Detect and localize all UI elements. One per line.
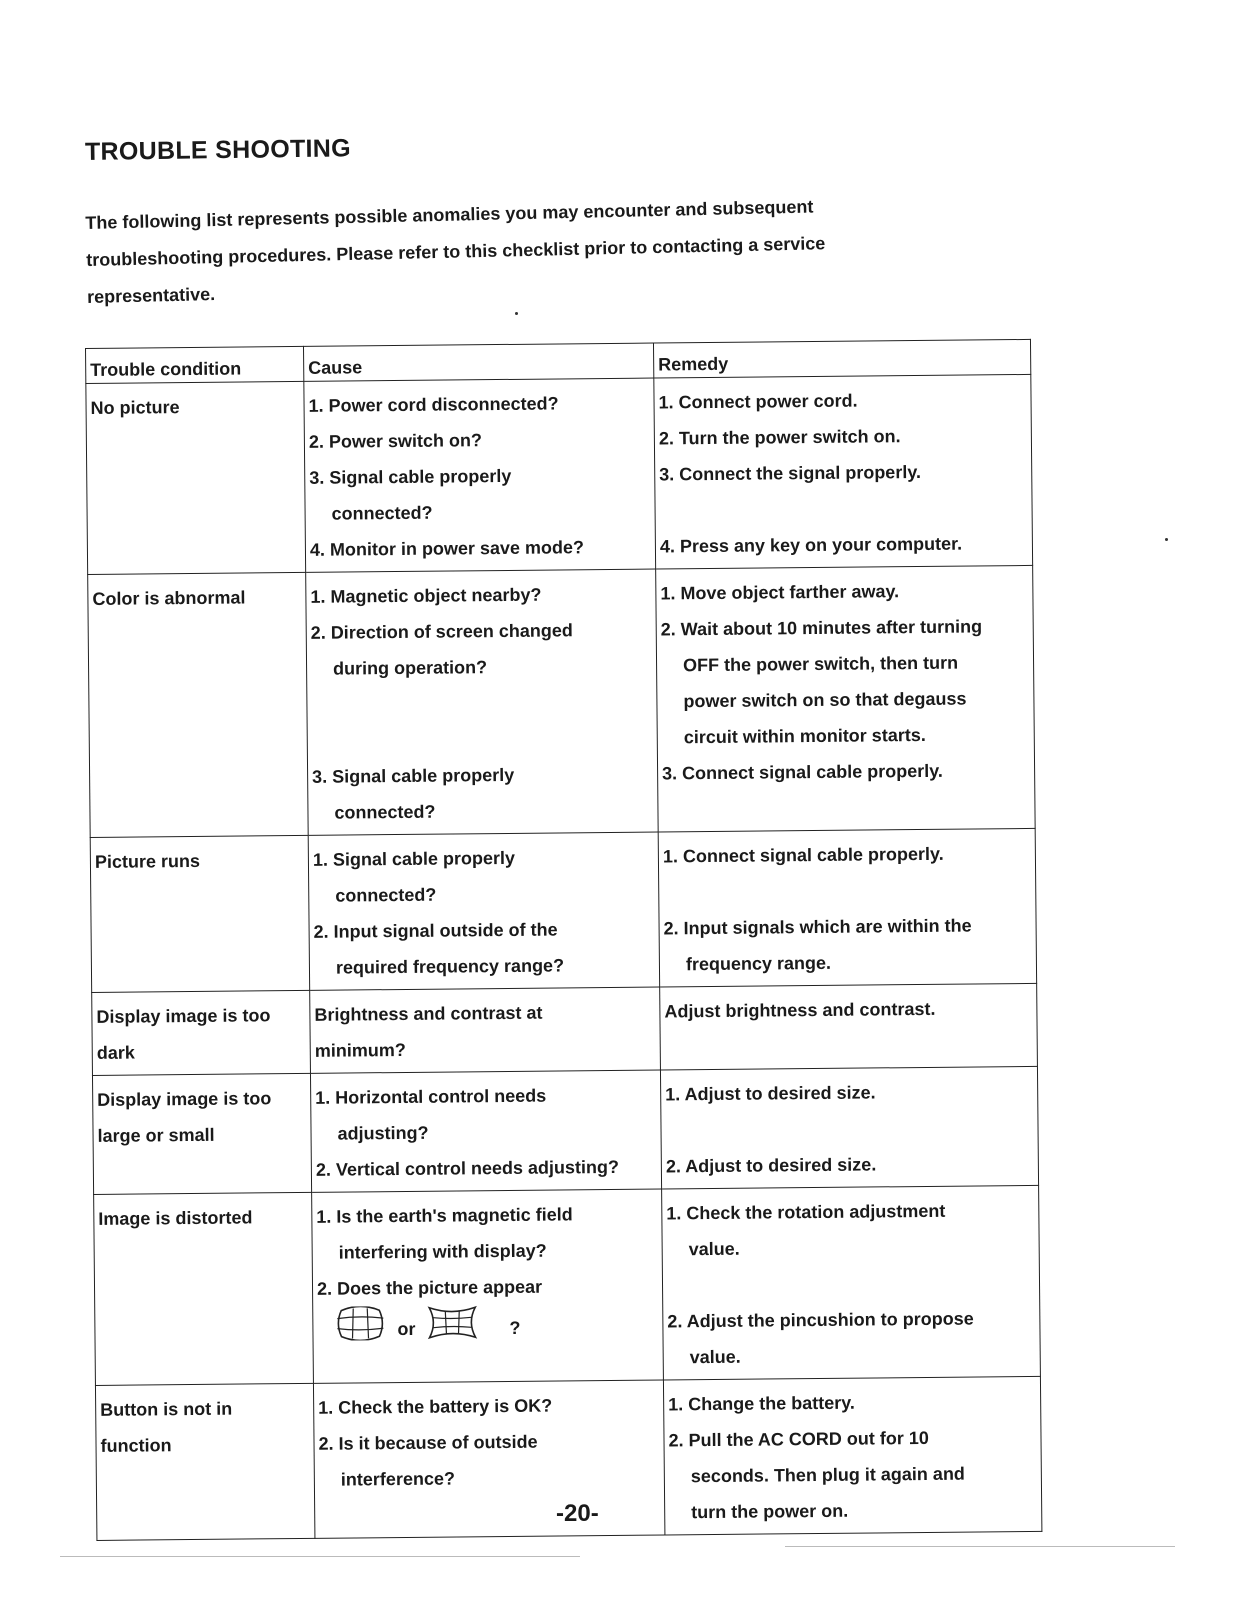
- cell-line: 1. Check the battery is OK?: [318, 1395, 553, 1418]
- cell-line: circuit within monitor starts.: [683, 724, 926, 748]
- table-row: [88, 565, 1035, 837]
- cell-line: frequency range.: [685, 952, 832, 975]
- cell-line: Color is abnormal: [92, 587, 246, 609]
- header-trouble-condition: Trouble condition: [86, 346, 304, 383]
- intro-line: representative.: [86, 284, 216, 307]
- table-row: [86, 374, 1033, 574]
- or-text: or: [397, 1318, 416, 1340]
- cell-line: 1. Move object farther away.: [660, 581, 900, 604]
- cell-line: 2. Does the picture appear: [316, 1276, 543, 1299]
- cell-line: 2. Adjust to desired size.: [665, 1154, 877, 1177]
- intro-line: The following list represents possible anomalies you may encounter and subsequent: [85, 196, 814, 233]
- cell-line: value.: [688, 1238, 740, 1260]
- cell-line: connected?: [334, 801, 436, 823]
- cell-line: 2. Vertical control needs adjusting?: [315, 1156, 620, 1180]
- cell-line: [659, 489, 1027, 529]
- cell-line: connected?: [335, 884, 437, 906]
- cell-line: 1. Signal cable properly: [312, 847, 516, 870]
- cell-line: 3. Connect signal cable properly.: [662, 760, 943, 784]
- cell-line: 2. Turn the power switch on.: [658, 426, 901, 449]
- table-row: [94, 1185, 1041, 1385]
- header-remedy: Remedy: [653, 339, 1030, 378]
- remedy-cell: [656, 565, 1036, 832]
- remedy-cell: [654, 374, 1033, 569]
- cell-line: 1. Check the rotation adjustment: [666, 1200, 946, 1224]
- scan-artifact-dot: [515, 312, 518, 315]
- remedy-cell: [662, 1185, 1041, 1380]
- table-row: [92, 1066, 1038, 1194]
- intro-line: troubleshooting procedures. Please refer to this checklist prior to contacting a service: [86, 233, 826, 270]
- cause-cell: [304, 378, 656, 572]
- cell-line: No picture: [90, 397, 180, 418]
- cell-line: 1. Horizontal control needs: [315, 1085, 547, 1108]
- trouble-condition-cell: [88, 572, 309, 837]
- trouble-condition-cell: [95, 1383, 314, 1540]
- trouble-condition-cell: [92, 1073, 311, 1194]
- cell-line: 3. Connect the signal properly.: [659, 461, 922, 485]
- cell-line: Picture runs: [94, 850, 201, 872]
- cell-line: 1. Connect signal cable properly.: [662, 843, 944, 867]
- cell-line: [312, 720, 653, 759]
- cell-line: Image is distorted: [98, 1207, 253, 1229]
- cell-line: connected?: [331, 502, 433, 524]
- cell-line: Display image is too: [96, 1005, 271, 1027]
- cell-line: required frequency range?: [335, 955, 565, 978]
- cell-line: 2. Adjust the pincushion to propose: [667, 1308, 974, 1332]
- cell-line: Button is not in: [100, 1398, 233, 1420]
- cell-line: Display image is too: [97, 1088, 272, 1110]
- scan-artifact-line: [60, 1556, 580, 1557]
- cell-line: 1. Power cord disconnected?: [308, 393, 559, 416]
- cell-line: [665, 1109, 1033, 1149]
- cause-cell: [313, 1380, 664, 1538]
- cell-line: 1. Connect power cord.: [658, 390, 858, 413]
- cell-line: 1. Adjust to desired size.: [665, 1082, 876, 1105]
- cell-line: 1. Is the earth's magnetic field: [316, 1204, 573, 1227]
- trouble-condition-cell: [94, 1192, 314, 1385]
- trouble-condition-cell: [92, 990, 311, 1075]
- cell-line: 3. Signal cable properly: [309, 465, 512, 488]
- header-cause: Cause: [303, 343, 653, 381]
- cell-line: 2. Direction of screen changed: [310, 620, 573, 643]
- pincushion-distortion-icon: [427, 1305, 477, 1351]
- cell-line: turn the power on.: [691, 1500, 849, 1523]
- remedy-cell: [660, 1066, 1038, 1189]
- table-row: [90, 828, 1036, 992]
- cell-line: 1. Change the battery.: [668, 1392, 855, 1415]
- cell-line: [663, 871, 1031, 911]
- distortion-examples: [317, 1304, 658, 1353]
- intro-paragraph: [85, 186, 937, 316]
- cell-line: 2. Input signal outside of the: [313, 919, 558, 942]
- cell-line: function: [100, 1435, 172, 1456]
- cell-line: [311, 684, 652, 723]
- remedy-cell: [660, 983, 1038, 1070]
- cause-cell: [310, 1070, 661, 1192]
- cell-line: 4. Press any key on your computer.: [659, 533, 963, 557]
- cell-line: 4. Monitor in power save mode?: [309, 537, 585, 560]
- cell-line: interference?: [340, 1468, 456, 1490]
- page-number: -20-: [556, 1500, 599, 1527]
- question-mark-text: ?: [509, 1317, 521, 1338]
- cell-line: dark: [96, 1042, 135, 1063]
- cell-line: 3. Signal cable properly: [312, 764, 515, 787]
- trouble-condition-cell: [86, 381, 306, 574]
- cell-line: Adjust brightness and contrast.: [664, 998, 936, 1022]
- cell-line: minimum?: [314, 1039, 406, 1061]
- cell-line: 2. Input signals which are within the: [663, 915, 972, 939]
- trouble-condition-cell: [90, 835, 309, 992]
- troubleshooting-table: [85, 339, 1042, 1541]
- scan-artifact-dot: [1165, 538, 1168, 541]
- cell-line: interfering with display?: [338, 1240, 547, 1263]
- cell-line: seconds. Then plug it again and: [690, 1463, 965, 1487]
- cell-line: value.: [689, 1346, 741, 1368]
- cell-line: 2. Power switch on?: [308, 430, 483, 452]
- cause-cell: [306, 569, 659, 835]
- remedy-cell: [663, 1376, 1041, 1535]
- barrel-distortion-icon: [335, 1306, 385, 1352]
- cause-cell: [310, 987, 661, 1073]
- table-row: [92, 983, 1038, 1075]
- cell-line: adjusting?: [337, 1122, 429, 1144]
- cell-line: OFF the power switch, then turn: [682, 652, 959, 676]
- cell-line: during operation?: [332, 657, 488, 679]
- cell-line: 2. Pull the AC CORD out for 10: [668, 1427, 929, 1451]
- cell-line: Brightness and contrast at: [314, 1002, 543, 1025]
- remedy-cell: [658, 828, 1036, 987]
- troubleshooting-table-wrapper: [85, 339, 1042, 1541]
- cell-line: power switch on so that degauss: [683, 688, 967, 712]
- cell-line: 2. Is it because of outside: [318, 1431, 538, 1454]
- cause-cell: [312, 1189, 664, 1383]
- cause-cell: [308, 832, 659, 990]
- scan-artifact-line: [785, 1546, 1175, 1547]
- page-title: TROUBLE SHOOTING: [84, 134, 352, 166]
- cell-line: 1. Magnetic object nearby?: [310, 584, 542, 607]
- cell-line: large or small: [97, 1124, 215, 1146]
- cell-line: 2. Wait about 10 minutes after turning: [660, 616, 983, 640]
- cell-line: [667, 1264, 1035, 1304]
